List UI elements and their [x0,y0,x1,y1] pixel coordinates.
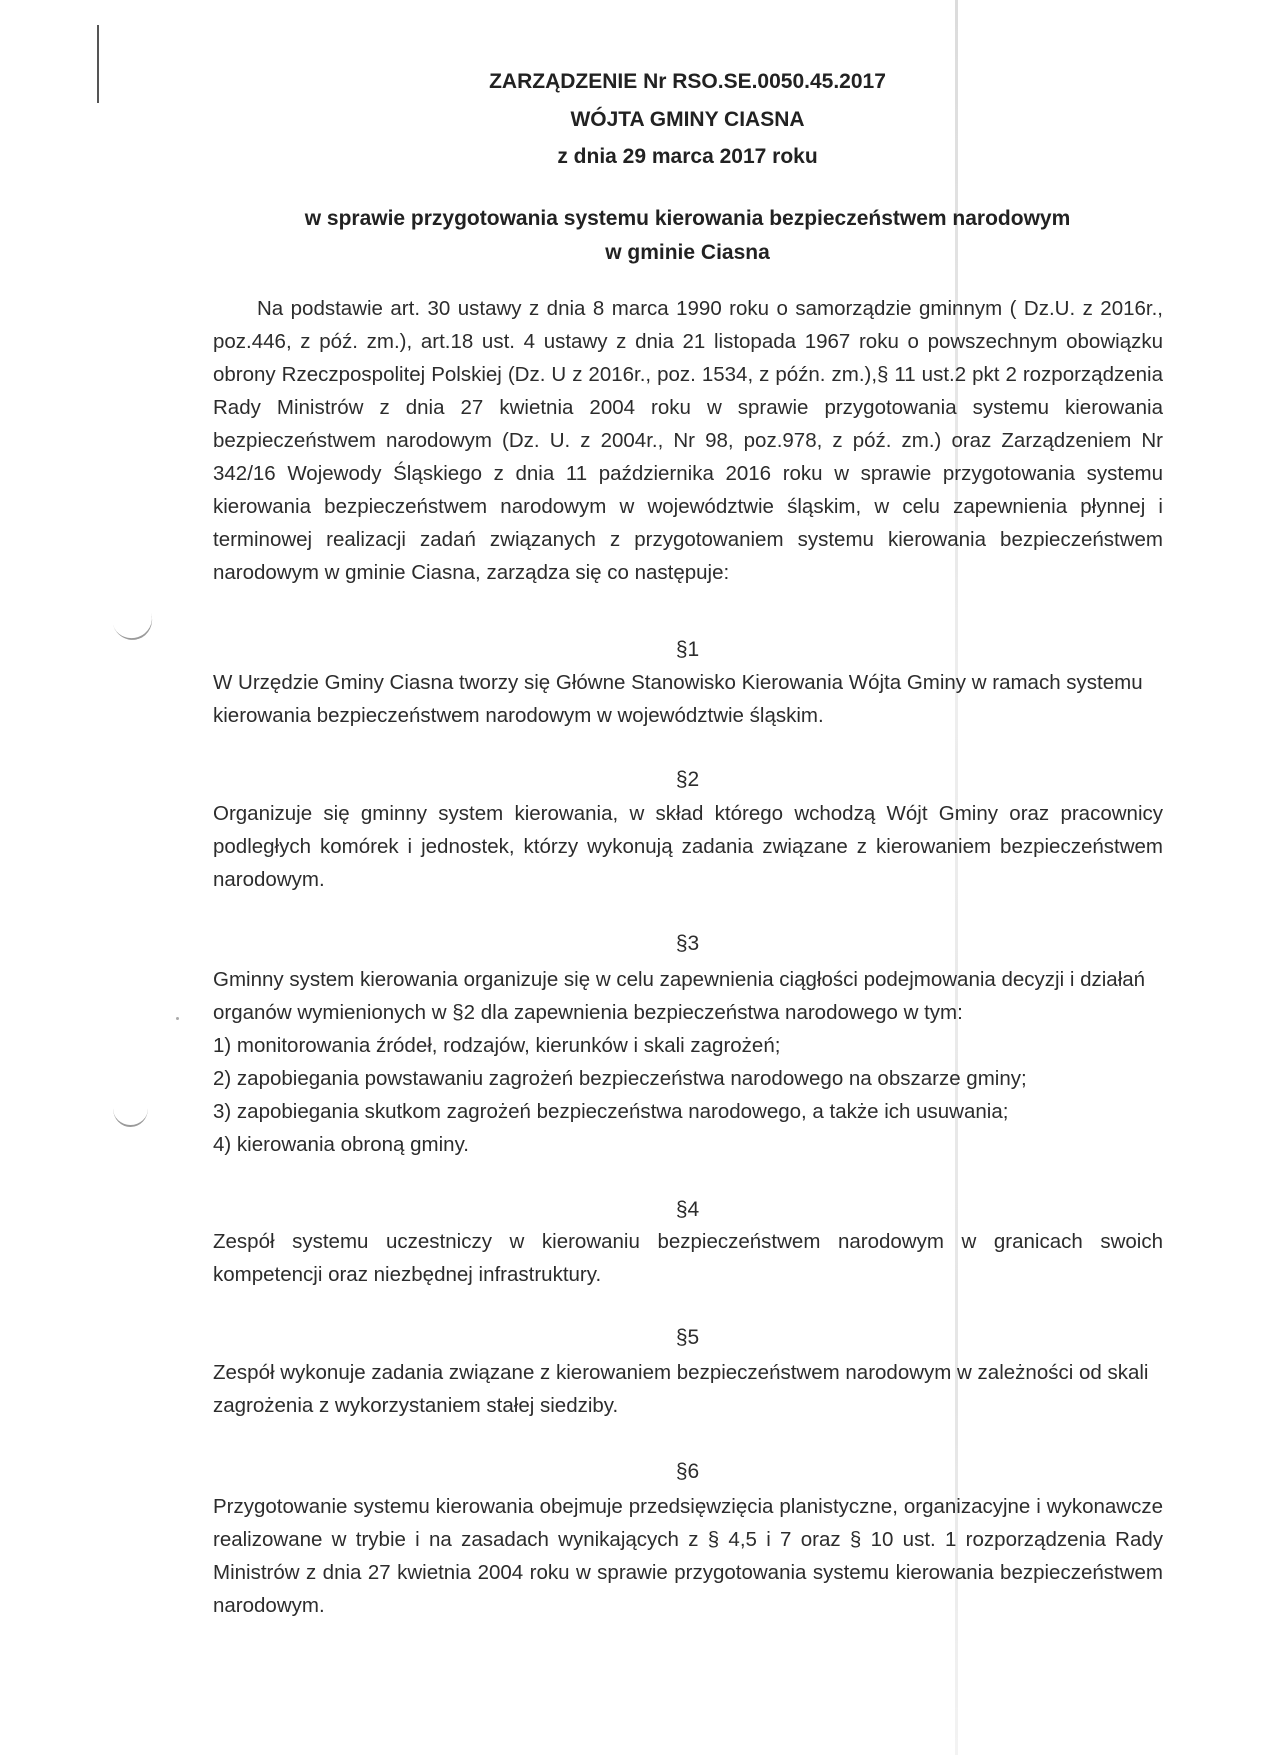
section-5-sign: §5 [675,1326,700,1349]
section-6-sign: §6 [675,1460,700,1483]
subject-line-1: w sprawie przygotowania systemu kierowania bezpieczeństwem narodowym [304,207,1071,230]
section-3-list [213,1029,1163,1161]
section-3-body [213,963,1163,1161]
margin-dot-mark [176,1017,179,1020]
list-item: 3) zapobiegania skutkom zagrożeń bezpieczeństwa narodowego, a także ich usuwania; [213,1100,1009,1123]
section-1-sign: §1 [675,638,700,661]
section-2-sign: §2 [675,768,700,791]
list-item: 2) zapobiegania powstawaniu zagrożeń bezpieczeństwa narodowego na obszarze gminy; [213,1067,1027,1090]
section-3-sign: §3 [675,932,700,955]
section-6-text: Przygotowanie systemu kierowania obejmuje przedsięwzięcia planistyczne, organizacyjne i wykonawcze realizowane w trybie i na zasadach wynikających z § 4,5 i 7 oraz § 10 ust. 1 rozporządzenia Rady Ministrów z dnia 27 kwietnia 2004 roku w sprawie przygotowania systemu kierowania bezpieczeństwem narodowym. [213,1495,1163,1617]
ordinance-number: ZARZĄDZENIE Nr RSO.SE.0050.45.2017 [489,70,886,93]
section-2-text: Organizuje się gminny system kierowania, w skład którego wchodzą Wójt Gminy oraz pracownicy podległych komórek i jednostek, którzy wykonują zadania związane z kierowaniem bezpieczeństwem narodowym. [213,802,1163,891]
list-item: 1) monitorowania źródeł, rodzajów, kierunków i skali zagrożeń; [213,1034,781,1057]
legal-basis-paragraph: Na podstawie art. 30 ustawy z dnia 8 marca 1990 roku o samorządzie gminnym ( Dz.U. z 2016r., poz.446, z póź. zm.), art.18 ust. 4 ustawy z dnia 21 listopada 1967 roku o powszechnym obowiązku obrony Rzeczpospolitej Polskiej (Dz. U z 2016r., poz. 1534, z późn. zm.),§ 11 ust.2 pkt 2 rozporządzenia Rady Ministrów z dnia 27 kwietnia 2004 roku w sprawie przygotowania systemu kierowania bezpieczeństwem narodowym (Dz. U. z 2004r., Nr 98, poz.978, z póź. zm.) oraz Zarządzeniem Nr 342/16 Wojewody Śląskiego z dnia 11 października 2016 roku w sprawie przygotowania systemu kierowania bezpieczeństwem narodowym w województwie śląskim, w celu zapewnienia płynnej i terminowej realizacji zadań związanych z przygotowaniem systemu kierowania bezpieczeństwem narodowym w gminie Ciasna, zarządza się co następuje: [213,297,1163,584]
margin-pen-mark [113,1090,148,1127]
section-3-text: Gminny system kierowania organizuje się w celu zapewnienia ciągłości podejmowania decyzji i działań organów wymienionych w §2 dla zapewnienia bezpieczeństwa narodowego w tym: [213,968,1146,1024]
section-4-text: Zespół systemu uczestniczy w kierowaniu bezpieczeństwem narodowym w granicach swoich kompetencji oraz niezbędnej infrastruktury. [213,1230,1163,1286]
margin-pen-mark [97,25,99,103]
section-4-sign: §4 [675,1198,700,1221]
ordinance-date: z dnia 29 marca 2017 roku [557,145,818,168]
issuer-title: WÓJTA GMINY CIASNA [570,108,805,131]
list-item: 4) kierowania obroną gminy. [213,1133,469,1156]
section-5-text: Zespół wykonuje zadania związane z kierowaniem bezpieczeństwem narodowym w zależności od skali zagrożenia z wykorzystaniem stałej siedziby. [213,1361,1149,1417]
subject-line-2: w gminie Ciasna [605,241,770,264]
section-1-text: W Urzędzie Gminy Ciasna tworzy się Główne Stanowisko Kierowania Wójta Gminy w ramach systemu kierowania bezpieczeństwem narodowym w województwie śląskim. [213,671,1143,727]
